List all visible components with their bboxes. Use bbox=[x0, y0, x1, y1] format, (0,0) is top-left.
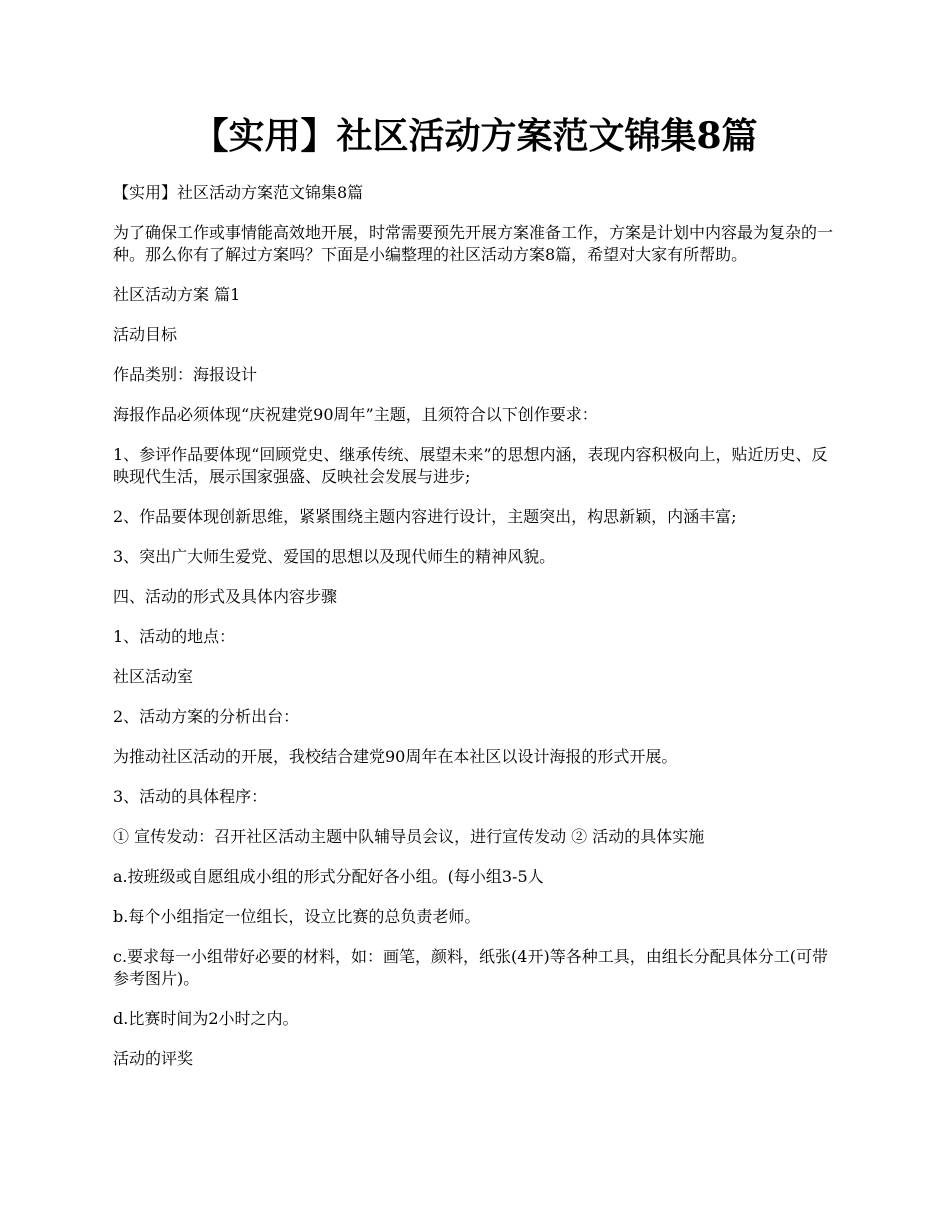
document-title: 【实用】社区活动方案范文锦集8篇 bbox=[192, 115, 758, 157]
section-heading: 社区活动方案 篇1 bbox=[113, 285, 241, 304]
paragraph-subtitle: 【实用】社区活动方案范文锦集8篇 bbox=[113, 183, 364, 202]
paragraph-intro: 为了确保工作或事情能高效地开展，时常需要预先开展方案准备工作，方案是计划中内容最为复杂的一种。那么你有了解过方案吗？下面是小编整理的社区活动方案8篇，希望对大家有所帮助。 bbox=[113, 223, 834, 264]
list-item: 1、参评作品要体现“回顾党史、继承传统、展望未来”的思想内涵，表现内容积极向上，贴近历史、反映现代生活，展示国家强盛、反映社会发展与进步; bbox=[113, 445, 828, 486]
list-item: 2、活动方案的分析出台： bbox=[113, 707, 300, 726]
paragraph: 活动目标 bbox=[113, 325, 178, 344]
section-heading: 活动的评奖 bbox=[113, 1049, 194, 1068]
list-item: 2、作品要体现创新思维，紧紧围绕主题内容进行设计，主题突出，构思新颖，内涵丰富; bbox=[113, 507, 737, 526]
list-item: 3、突出广大师生爱党、爱国的思想以及现代师生的精神风貌。 bbox=[113, 547, 556, 566]
list-item: 1、活动的地点： bbox=[113, 627, 236, 646]
section-heading: 四、活动的形式及具体内容步骤 bbox=[113, 587, 338, 606]
paragraph: 社区活动室 bbox=[113, 667, 194, 686]
list-item: b.每个小组指定一位组长，设立比赛的总负责老师。 bbox=[113, 907, 481, 926]
paragraph: 作品类别：海报设计 bbox=[113, 365, 258, 384]
list-item: c.要求每一小组带好必要的材料，如：画笔，颜料，纸张(4开)等各种工具，由组长分配具体分工(可带参考图片)。 bbox=[113, 947, 828, 988]
list-item: 3、活动的具体程序： bbox=[113, 787, 268, 806]
paragraph: ① 宣传发动：召开社区活动主题中队辅导员会议，进行宣传发动 ② 活动的具体实施 bbox=[113, 827, 705, 846]
document-body bbox=[113, 182, 841, 1088]
paragraph: 为推动社区活动的开展，我校结合建党90周年在本社区以设计海报的形式开展。 bbox=[113, 747, 678, 766]
list-item: d.比赛时间为2小时之内。 bbox=[113, 1009, 299, 1028]
paragraph: 海报作品必须体现“庆祝建党90周年”主题，且须符合以下创作要求： bbox=[113, 405, 598, 424]
list-item: a.按班级或自愿组成小组的形式分配好各小组。(每小组3-5人 bbox=[113, 867, 544, 886]
